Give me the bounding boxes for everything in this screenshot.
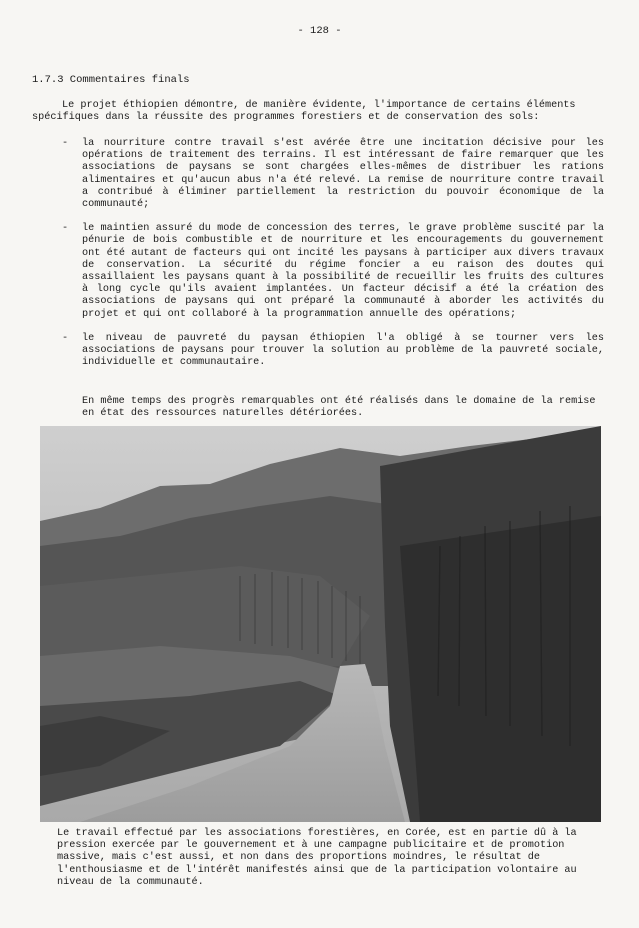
bullet-item (62, 138, 604, 211)
page-number: - 128 - (297, 25, 342, 37)
bullet-text: le niveau de pauvreté du paysan éthiopien l'a obligé à se tourner vers les associations de paysans pour trouver la solution au problème de la pauvreté sociale, individuelle et communautaire. (82, 332, 604, 369)
bullet-dash: - (62, 223, 69, 235)
bullet-text: le maintien assuré du mode de concession des terres, le grave problème suscité par la pénurie de bois combustible et de nourriture et les encouragements du gouvernement ont été autant de facteurs qui ont incité les paysans à participer aux divers travaux de conservation. La sécurité du régime foncier a eu raison des doutes qui assaillaient les paysans quant à la possibilité de recueillir les fruits des cultures à long cycle qu'ils avaient implantées. Un facteur décisif a été la création des associations de paysans qui ont préparé la communauté à aborder les activités du projet et qui ont collaboré à la programmation annuelle des opérations; (82, 223, 604, 320)
bullet-item (62, 333, 604, 370)
section-heading: 1.7.3 Commentaires finals (32, 74, 190, 86)
bullet-list (62, 138, 604, 381)
photo-illustration (40, 426, 601, 822)
bullet-dash: - (62, 332, 69, 344)
bullet-item (62, 223, 604, 321)
bullet-text: la nourriture contre travail s'est avérée être une incitation décisive pour les opérations de traitement des terrains. Il est intéressant de faire remarquer que les associations de paysans se sont chargées elles-mêmes de distribuer les rations alimentaires et qu'aucun abus n'a été relevé. La remise de nourriture contre travail a contribué à éliminer partiellement la restriction du pouvoir économique de la communauté; (82, 138, 604, 211)
closing-paragraph: En même temps des progrès remarquables ont été réalisés dans le domaine de la remise en état des ressources naturelles détériorées. (82, 396, 596, 420)
bullet-dash: - (62, 138, 69, 149)
intro-text: Le projet éthiopien démontre, de manière évidente, l'importance de certains éléments spécifiques dans la réussite des programmes forestiers et de conservation des sols: (32, 100, 576, 124)
forest-road-photo (40, 426, 601, 822)
photo-caption: Le travail effectué par les associations forestières, en Corée, est en partie dû à la pression exercée par le gouvernement et à une campagne publicitaire et de promotion massive, mais c'est aussi, et non dans des proportions moindres, le résultat de l'enthousiasme et de l'intérêt manifestés ainsi que de la participation volontaire au niveau de la communauté. (57, 828, 577, 888)
intro-paragraph (32, 100, 602, 124)
